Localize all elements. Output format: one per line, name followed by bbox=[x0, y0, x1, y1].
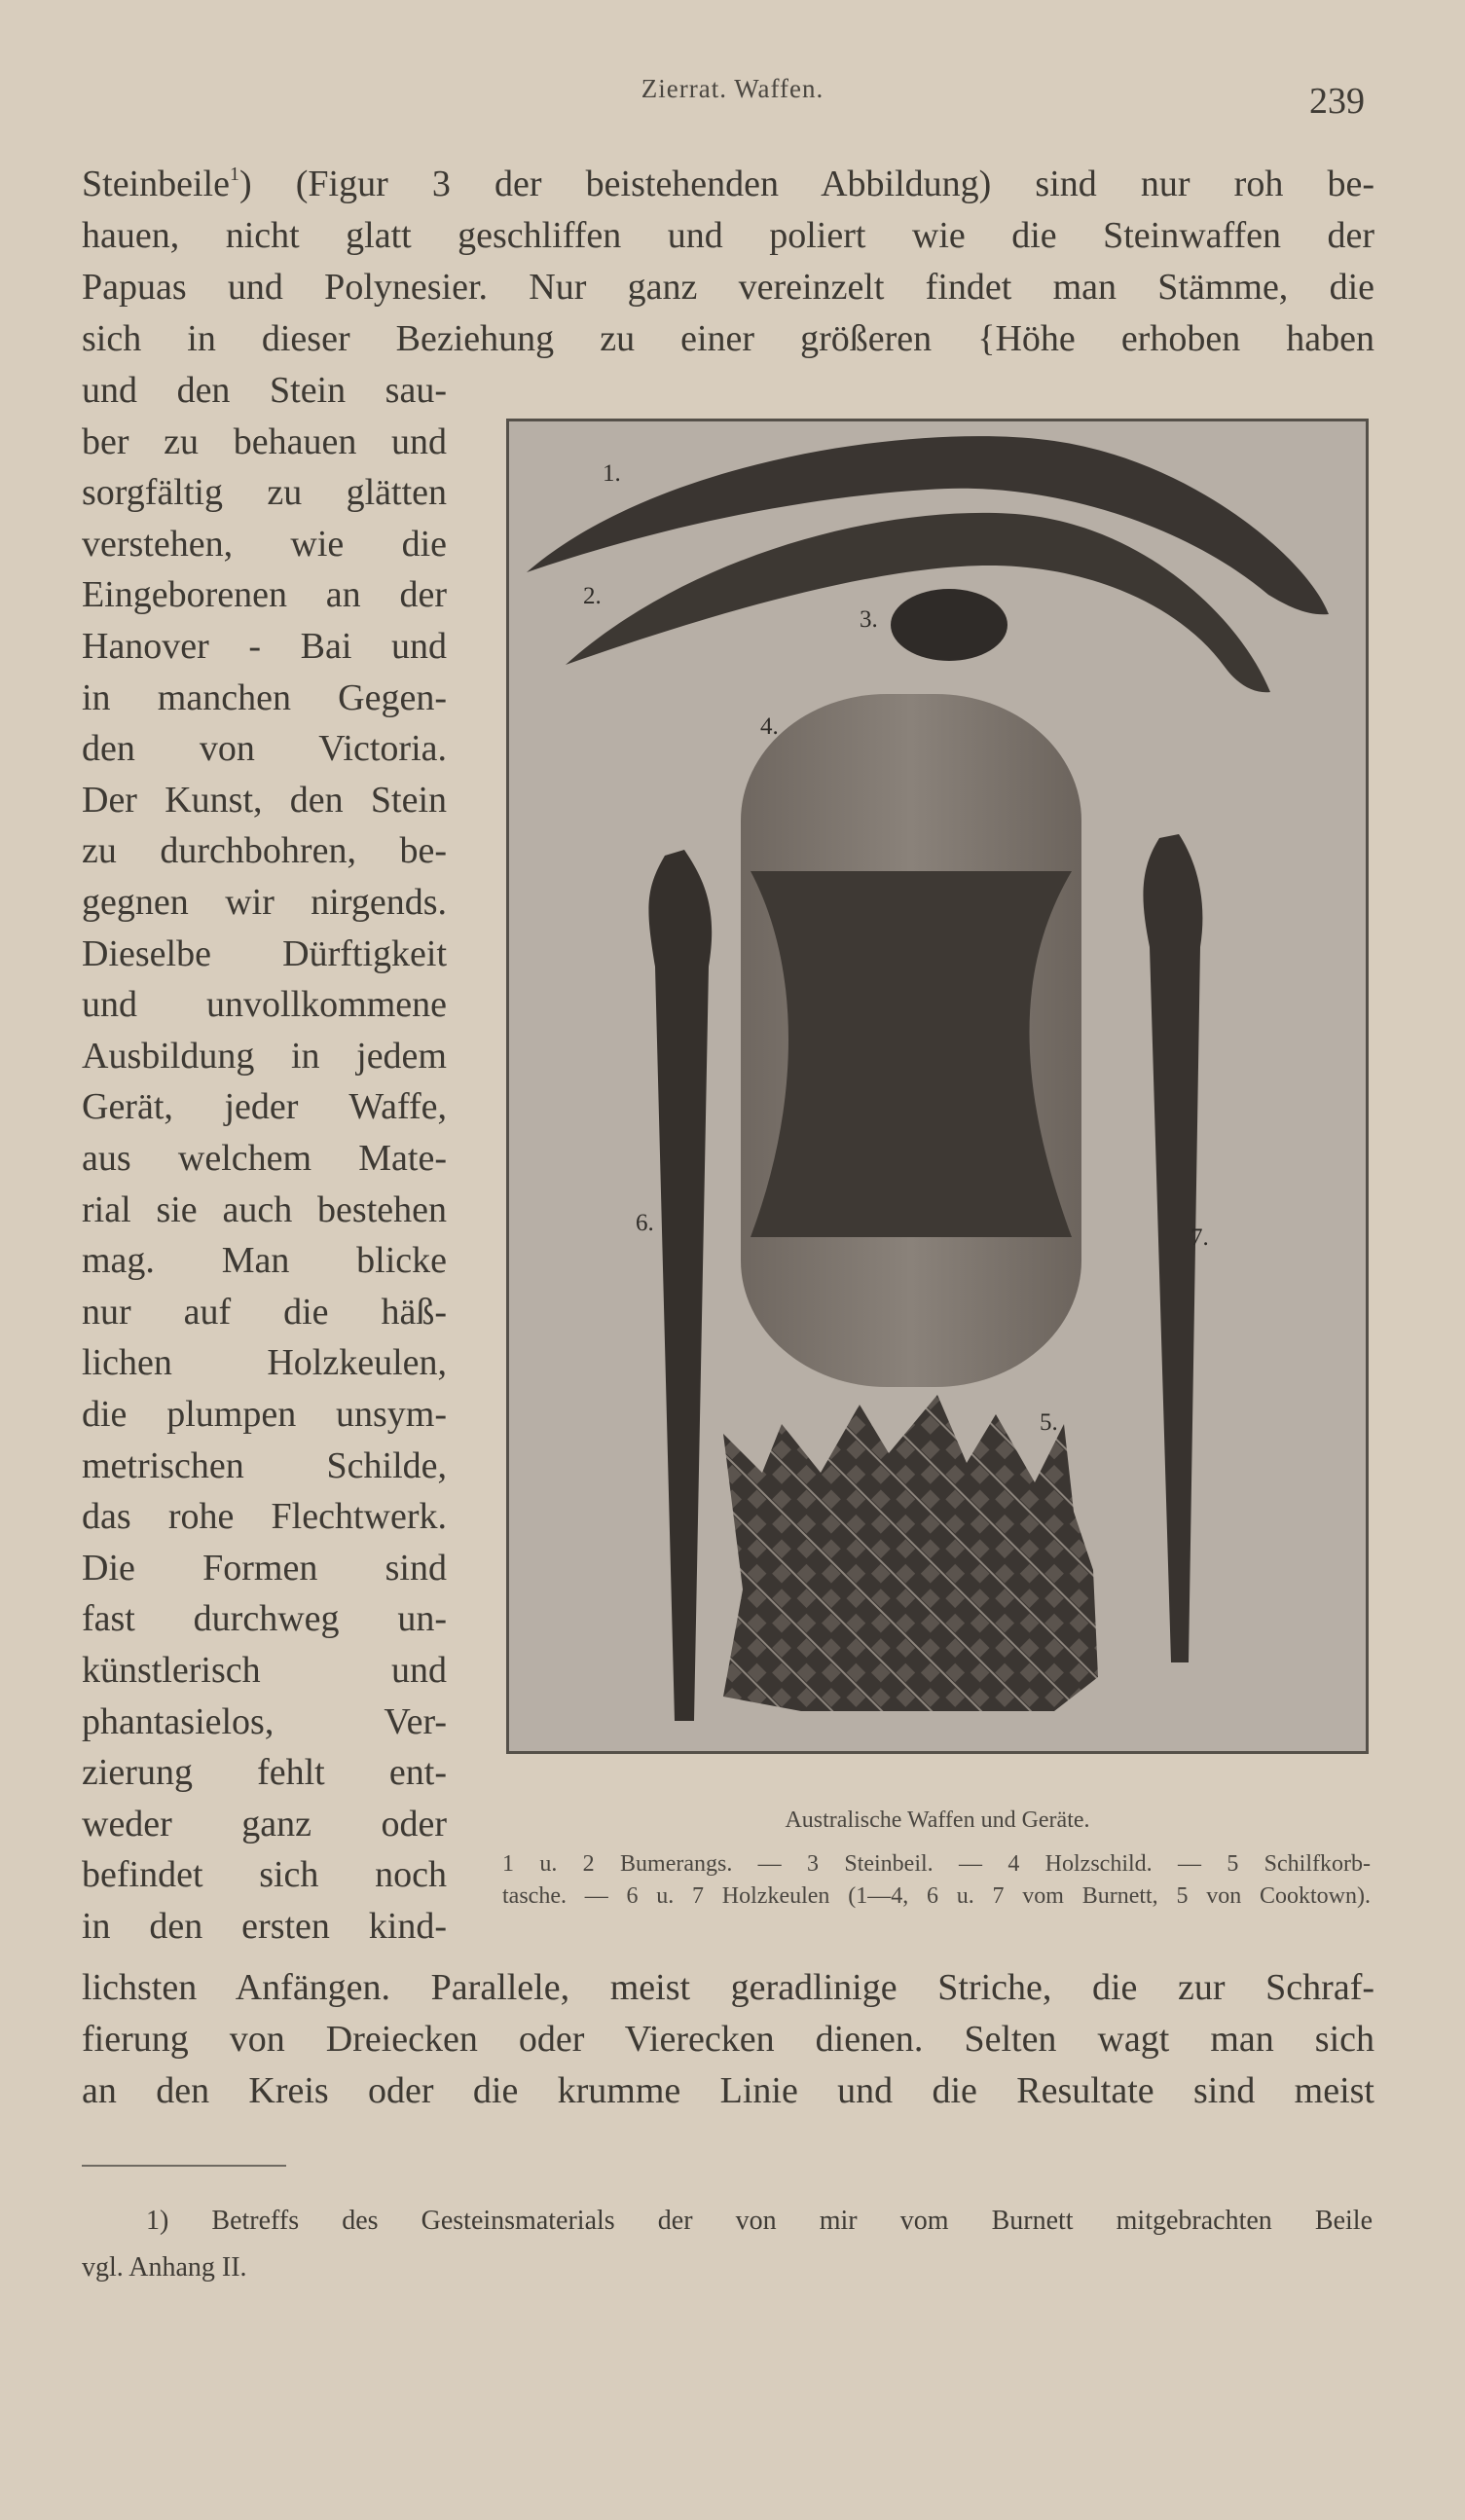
figure-photograph bbox=[506, 419, 1369, 1754]
narrow-line: das rohe Flechtwerk. bbox=[82, 1496, 447, 1538]
narrow-line: weder ganz oder bbox=[82, 1803, 447, 1844]
figure-label-2: 2. bbox=[583, 583, 602, 609]
figure-label-4: 4. bbox=[760, 713, 779, 740]
narrow-line: verstehen, wie die bbox=[82, 523, 447, 565]
narrow-line: Eingeborenen an der bbox=[82, 574, 447, 616]
reed-basket bbox=[723, 1395, 1098, 1711]
body-line-3: Papuas und Polynesier. Nur ganz vereinzelt findet man Stämme, die bbox=[82, 267, 1374, 308]
footnote-line-2: vgl. Anhang II. bbox=[82, 2252, 247, 2283]
figure-label-1: 1. bbox=[603, 460, 621, 487]
narrow-line: gegnen wir nirgends. bbox=[82, 882, 447, 923]
figure-label-3: 3. bbox=[860, 606, 878, 633]
narrow-line: künstlerisch und bbox=[82, 1650, 447, 1691]
club-6 bbox=[648, 850, 712, 1721]
narrow-line: sorgfältig zu glätten bbox=[82, 472, 447, 514]
weapons-illustration bbox=[509, 421, 1366, 1751]
figure-label-7: 7. bbox=[1190, 1224, 1209, 1251]
figure-label-5: 5. bbox=[1040, 1409, 1058, 1436]
narrow-line: lichen Holzkeulen, bbox=[82, 1342, 447, 1384]
narrow-line: in manchen Gegen- bbox=[82, 676, 447, 718]
narrow-line: Die Formen sind bbox=[82, 1547, 447, 1589]
narrow-line: aus welchem Mate- bbox=[82, 1138, 447, 1179]
footnote-marker[interactable]: 1 bbox=[229, 164, 239, 185]
body-line-bottom-2: fierung von Dreiecken oder Vierecken dienen. Selten wagt man sich bbox=[82, 2019, 1374, 2060]
figure-caption-line-1: 1 u. 2 Bumerangs. — 3 Steinbeil. — 4 Holzschild. — 5 Schilfkorb- bbox=[502, 1851, 1371, 1877]
narrow-line: fast durchweg un- bbox=[82, 1598, 447, 1640]
body-line-bottom-3: an den Kreis oder die krumme Linie und die Resultate sind meist bbox=[82, 2070, 1374, 2111]
narrow-line: phantasielos, Ver- bbox=[82, 1700, 447, 1742]
narrow-line: Der Kunst, den Stein bbox=[82, 779, 447, 821]
narrow-line: zierung fehlt ent- bbox=[82, 1752, 447, 1794]
narrow-line: Gerät, jeder Waffe, bbox=[82, 1086, 447, 1128]
figure-label-6: 6. bbox=[636, 1210, 654, 1236]
page-number: 239 bbox=[1309, 81, 1365, 122]
narrow-line: Hanover - Bai und bbox=[82, 626, 447, 667]
narrow-line: Dieselbe Dürftigkeit bbox=[82, 932, 447, 974]
running-head: Zierrat. Waffen. bbox=[641, 74, 824, 103]
narrow-line: die plumpen unsym- bbox=[82, 1394, 447, 1435]
narrow-line: den von Victoria. bbox=[82, 728, 447, 770]
stone-axe bbox=[891, 589, 1007, 661]
body-line-4: sich in dieser Beziehung zu einer größeren {Höhe erhoben haben bbox=[82, 318, 1374, 359]
narrow-line: zu durchbohren, be- bbox=[82, 830, 447, 872]
figure-caption-title: Australische Waffen und Geräte. bbox=[785, 1808, 1090, 1833]
body-line-bottom-1: lichsten Anfängen. Parallele, meist geradlinige Striche, die zur Schraf- bbox=[82, 1967, 1374, 2008]
narrow-line: und den Stein sau- bbox=[82, 370, 447, 411]
narrow-line: ber zu behauen und bbox=[82, 420, 447, 462]
narrow-line: nur auf die häß- bbox=[82, 1291, 447, 1333]
narrow-line: befindet sich noch bbox=[82, 1854, 447, 1896]
footnote-divider bbox=[82, 2165, 286, 2167]
body-line-2: hauen, nicht glatt geschliffen und poliert wie die Steinwaffen der bbox=[82, 215, 1374, 256]
shield-pattern bbox=[751, 871, 1072, 1237]
narrow-line: Ausbildung in jedem bbox=[82, 1035, 447, 1077]
figure-caption-line-2: tasche. — 6 u. 7 Holzkeulen (1—4, 6 u. 7 vom Burnett, 5 von Cooktown). bbox=[502, 1883, 1371, 1909]
narrow-line: und unvollkommene bbox=[82, 984, 447, 1026]
narrow-line: metrischen Schilde, bbox=[82, 1444, 447, 1486]
narrow-line: mag. Man blicke bbox=[82, 1240, 447, 1282]
narrow-line: rial sie auch bestehen bbox=[82, 1188, 447, 1230]
body-line-1: Steinbeile$^1$) (Figur 3 der beistehenden Abbildung) sind nur roh be- bbox=[82, 164, 1374, 204]
footnote-line-1: 1) Betreffs des Gesteinsmaterials der von mir vom Burnett mitgebrachten Beile bbox=[146, 2206, 1373, 2236]
narrow-line: in den ersten kind- bbox=[82, 1906, 447, 1947]
